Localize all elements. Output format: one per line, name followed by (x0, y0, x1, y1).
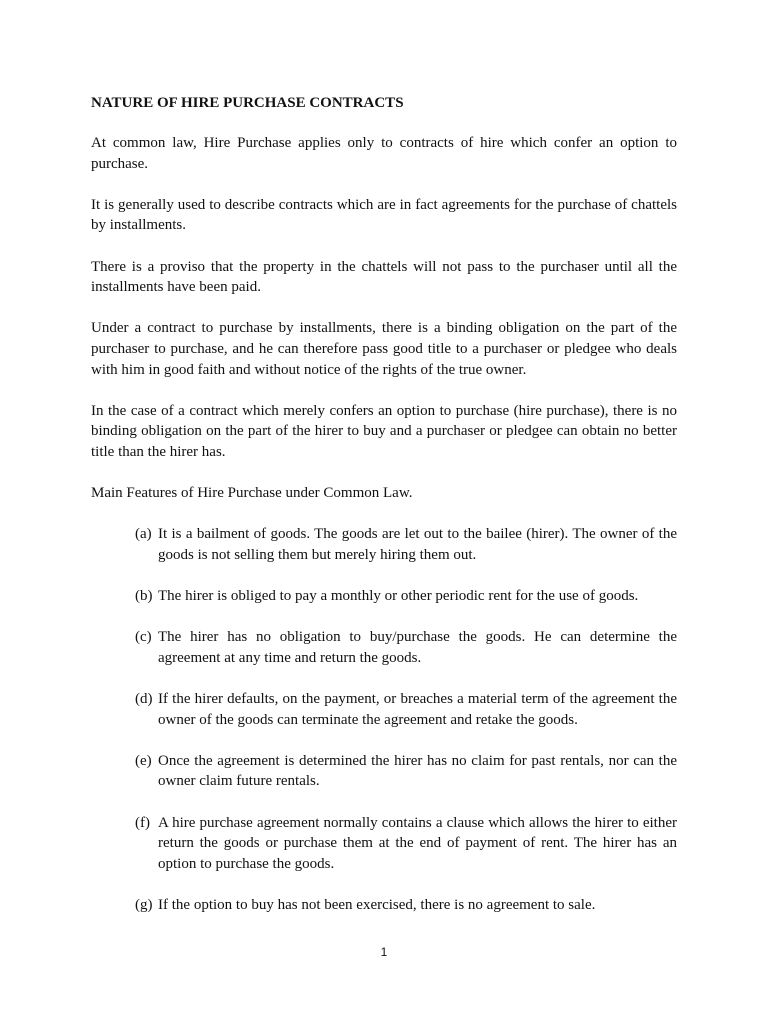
feature-marker: (g) (135, 896, 153, 913)
paragraph-binding-obligation: Under a contract to purchase by installments, there is a binding obligation on the part of the purchaser to purchase, and he can therefore pass good title to a purchaser or pledgee who deals with him in good faith and without notice of the rights of the true owner. (91, 320, 677, 378)
feature-marker: (a) (135, 526, 152, 543)
paragraph-proviso: There is a proviso that the property in the chattels will not pass to the purchaser until all the installments have been paid. (91, 258, 677, 296)
paragraph-common-law: At common law, Hire Purchase applies only to contracts of hire which confer an option to purchase. (91, 135, 677, 172)
feature-item-a (135, 524, 677, 565)
feature-text: It is a bailment of goods. The goods are let out to the bailee (hirer). The owner of the goods is not selling them but merely hiring them out. (158, 526, 677, 563)
feature-text: The hirer is obliged to pay a monthly or other periodic rent for the use of goods. (158, 588, 639, 605)
features-heading: Main Features of Hire Purchase under Common Law. (91, 485, 413, 502)
document-title: NATURE OF HIRE PURCHASE CONTRACTS (91, 95, 404, 111)
feature-text: If the option to buy has not been exercised, there is no agreement to sale. (158, 896, 596, 913)
feature-item-c (135, 627, 677, 668)
feature-marker: (c) (135, 629, 152, 646)
paragraph-option-to-purchase: In the case of a contract which merely confers an option to purchase (hire purchase), there is no binding obligation on the part of the hirer to buy and a purchaser or pledgee can obtain no better title than the hirer has. (91, 402, 677, 460)
feature-text: A hire purchase agreement normally contains a clause which allows the hirer to either return the goods or purchase them at the end of payment of rent. The hirer has an option to purchase the goods. (158, 814, 677, 872)
feature-marker: (f) (135, 814, 150, 831)
feature-marker: (e) (135, 752, 152, 769)
feature-marker: (d) (135, 691, 153, 708)
feature-text: If the hirer defaults, on the payment, or breaches a material term of the agreement the owner of the goods can terminate the agreement and retake the goods. (158, 691, 677, 728)
feature-item-d (135, 689, 677, 730)
feature-item-b (135, 586, 677, 607)
feature-text: Once the agreement is determined the hirer has no claim for past rentals, nor can the owner claim future rentals. (158, 752, 677, 790)
features-list (91, 524, 677, 915)
paragraph-installments: It is generally used to describe contracts which are in fact agreements for the purchase of chattels by installments. (91, 196, 677, 234)
feature-item-g (135, 895, 677, 916)
page-number: 1 (380, 945, 388, 959)
feature-text: The hirer has no obligation to buy/purchase the goods. He can determine the agreement at any time and return the goods. (158, 629, 677, 666)
feature-item-f (135, 813, 677, 875)
feature-item-e (135, 751, 677, 792)
feature-marker: (b) (135, 588, 153, 605)
